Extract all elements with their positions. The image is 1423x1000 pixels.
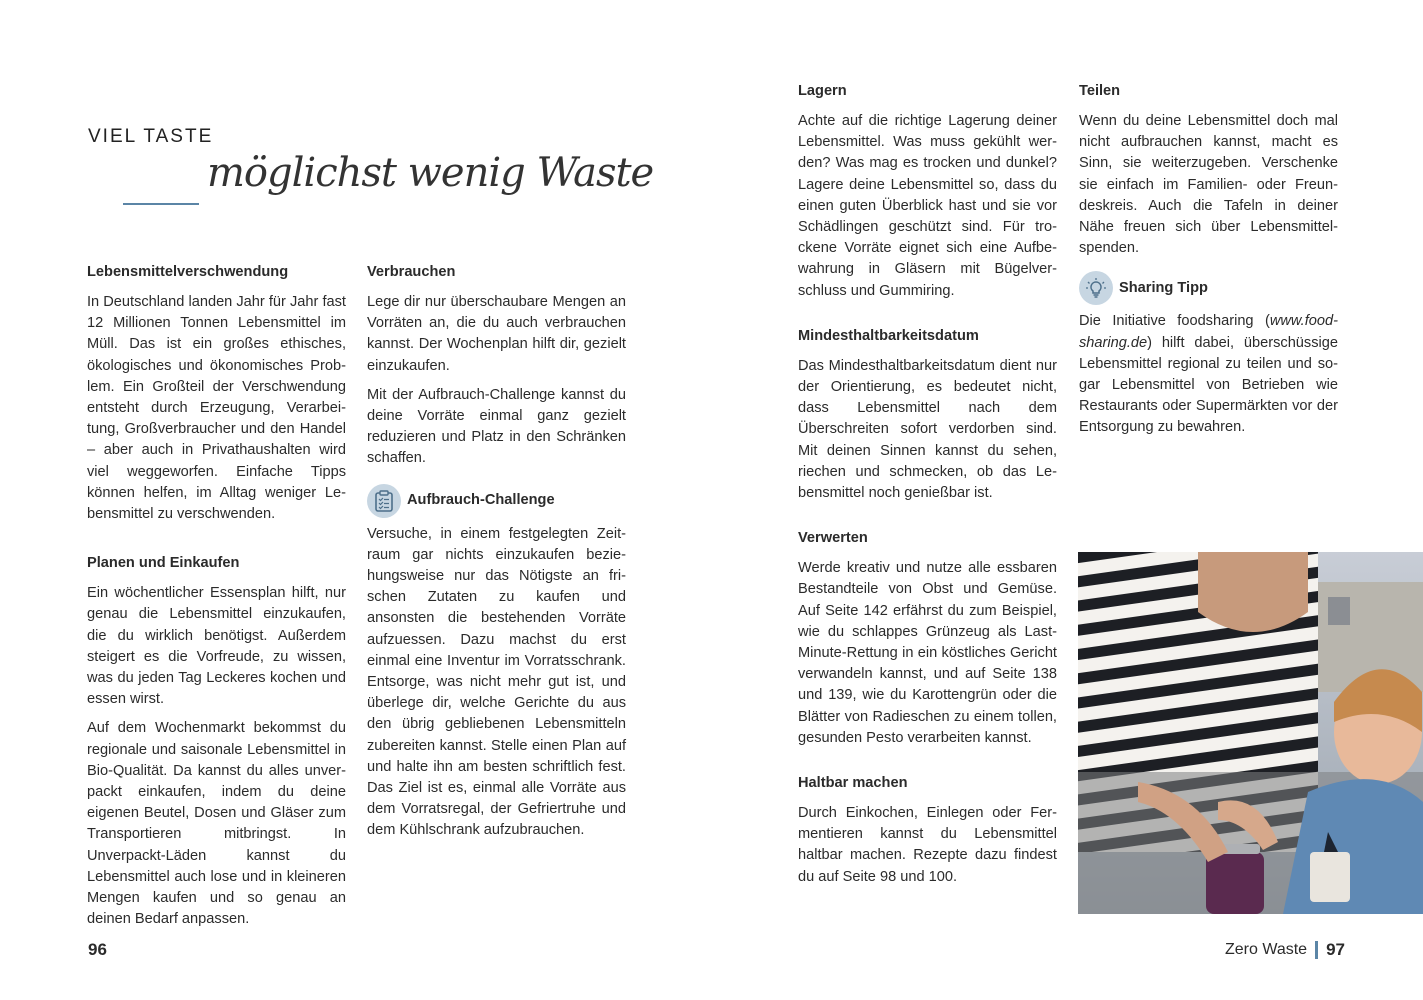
foodsharing-link[interactable]: www.foodsharing.de xyxy=(1079,313,1338,351)
column-1 xyxy=(87,262,346,938)
heading-verbrauchen: Verbrauchen xyxy=(367,264,456,280)
lightbulb-icon xyxy=(1079,271,1113,305)
paragraph: Achte auf die richtige Lagerung deiner Lebensmittel. Was muss gekühlt werden? Was mag es trocken und dunkel? Lagere deine Lebensmittel so, dass du einen guten Überblick hast und sie vor Schädlingen geschützt sind. Für trockene Vorräte eignet sich eine Aufbewahrung in Gläsern mit Bügelverschluss und Gummiring. xyxy=(798,113,1057,299)
paragraph: Versuche, in einem festgelegten Zeitraum gar nichts einzukaufen beziehungsweise nur das Nötigste an frischen Zutaten zu kaufen und ansonsten die bestehenden Vorräte aufzuessen. Dazu machst du erst einmal eine Inventur im Vorratsschrank. Entsorge, was nicht mehr gut ist, und überlege dir, welche Gerichte du aus den übrig gebliebenen Lebensmitteln zubereiten kannst. Stelle einen Plan auf und halte ihn am besten schriftlich fest. Das Ziel ist es, einmal alle Vorräte aus dem Vorratsregal, der Gefriertruhe und dem Kühlschrank aufzubrauchen. xyxy=(367,525,626,839)
clipboard-icon xyxy=(367,484,401,518)
heading-lebensmittelverschwendung: Lebensmittelverschwendung xyxy=(87,264,289,280)
photo-father-child-jar xyxy=(1078,552,1423,914)
footer-divider xyxy=(1315,941,1318,959)
paragraph: Durch Einkochen, Einlegen oder Fermentieren kannst du Lebensmittel haltbar machen. Rezepte dazu findest du auf Seite 98 und 100. xyxy=(798,805,1057,885)
tip-sharing xyxy=(1079,271,1338,305)
page-number-left: 96 xyxy=(88,940,107,959)
footer-right xyxy=(1225,940,1345,960)
paragraph: Mit der Aufbrauch-Challenge kannst du deine Vorräte einmal ganz gezielt reduzieren und Platz in den Schränken schaffen. xyxy=(367,386,626,467)
section-name: Zero Waste xyxy=(1224,941,1308,958)
paragraph: Werde kreativ und nutze alle essbaren Bestandteile von Obst und Gemüse. Auf Seite 142 erfährst du zum Beispiel, wie du schlappes Grünzeug als Last-Minute-Rettung in ein köstliches Gericht verwandeln kannst, und auf Seite 138 und 139, wie du Karottengrün oder die Blätter von Radieschen zu einem tollen, gesunden Pesto verarbeiten kannst. xyxy=(798,560,1057,746)
heading-mindesthaltbarkeitsdatum: Mindesthaltbarkeitsdatum xyxy=(798,327,979,344)
heading-haltbar-machen: Haltbar machen xyxy=(798,775,908,792)
page-number-right: 97 xyxy=(1326,940,1345,959)
heading-verwerten: Verwerten xyxy=(798,530,868,547)
column-2 xyxy=(367,262,626,850)
paragraph-foodsharing: Die Initiative foodsharing (www.foodsharing.de) hilft dabei, überschüssige Lebensmittel regional zu teilen und sogar Lebensmittel von Betrieben wie Restaurants oder Supermärkten vor der Entsorgung zu bewahren. xyxy=(1079,313,1338,436)
script-title: möglichst wenig Waste xyxy=(207,150,654,196)
paragraph: Auf dem Wochenmarkt bekommst du regionale und saisonale Lebensmittel in Bio-Qualität. Da kannst du alles unverpackt einkaufen, indem du deine eigenen Beutel, Dosen und Gläser zum Transportieren mitbringst. In Unverpackt-Läden kannst du Lebensmittel auch lose und in kleineren Mengen kaufen und so genau an deinen Bedarf anpassen. xyxy=(87,720,346,928)
paragraph: Das Mindesthaltbarkeitsdatum dient nur der Orientierung, es bedeutet nicht, dass Lebensmittel nach dem Überschreiten sofort verdorben sind. Mit deinen Sinnen kannst du sehen, riechen und schmecken, ob das Lebensmittel noch genießbar ist. xyxy=(798,357,1057,502)
tip-label: Aufbrauch-Challenge xyxy=(407,492,555,509)
heading-planen-einkaufen: Planen und Einkaufen xyxy=(87,555,240,572)
title-accent-rule xyxy=(123,203,199,205)
tip-aufbrauch-challenge xyxy=(367,484,626,518)
paragraph: Ein wöchentlicher Essensplan hilft, nur genau die Lebensmittel einzukaufen, die du wirklich benötigst. Außerdem steigert es die Vorfreude, zu wissen, was du jeden Tag Leckeres kochen und essen wirst. xyxy=(87,585,346,708)
kicker-title: VIEL TASTE xyxy=(88,126,214,147)
paragraph: In Deutschland landen Jahr für Jahr fast 12 Millionen Tonnen Lebensmittel im Müll. Das ist ein großes ethisches, ökologisches und ökonomisches Problem. Ein Großteil der Verschwendung entsteht durch Erzeugung, Verarbeitung, Großverbraucher und den Handel – aber auch in Privathaushalten wird viel weggeworfen. Einfache Tipps können helfen, im Alltag weniger Lebensmittel zu verschwenden. xyxy=(87,294,346,523)
column-4 xyxy=(1079,81,1338,447)
paragraph: Lege dir nur überschaubare Mengen an Vorräten an, die du auch verbrauchen kannst. Der Wochenplan hilft dir, gezielt einzukaufen. xyxy=(367,294,626,374)
heading-teilen: Teilen xyxy=(1079,83,1121,99)
paragraph: Wenn du deine Lebensmittel doch mal nicht aufbrauchen kannst, macht es Sinn, sie weiterzugeben. Verschenke sie einfach im Familien- oder Freundeskreis. Auch die Tafeln in deiner Nähe freuen sich über Lebensmittelspenden. xyxy=(1079,113,1338,257)
tip-label: Sharing Tipp xyxy=(1119,279,1208,296)
column-3 xyxy=(798,81,1057,896)
heading-lagern: Lagern xyxy=(798,83,847,99)
